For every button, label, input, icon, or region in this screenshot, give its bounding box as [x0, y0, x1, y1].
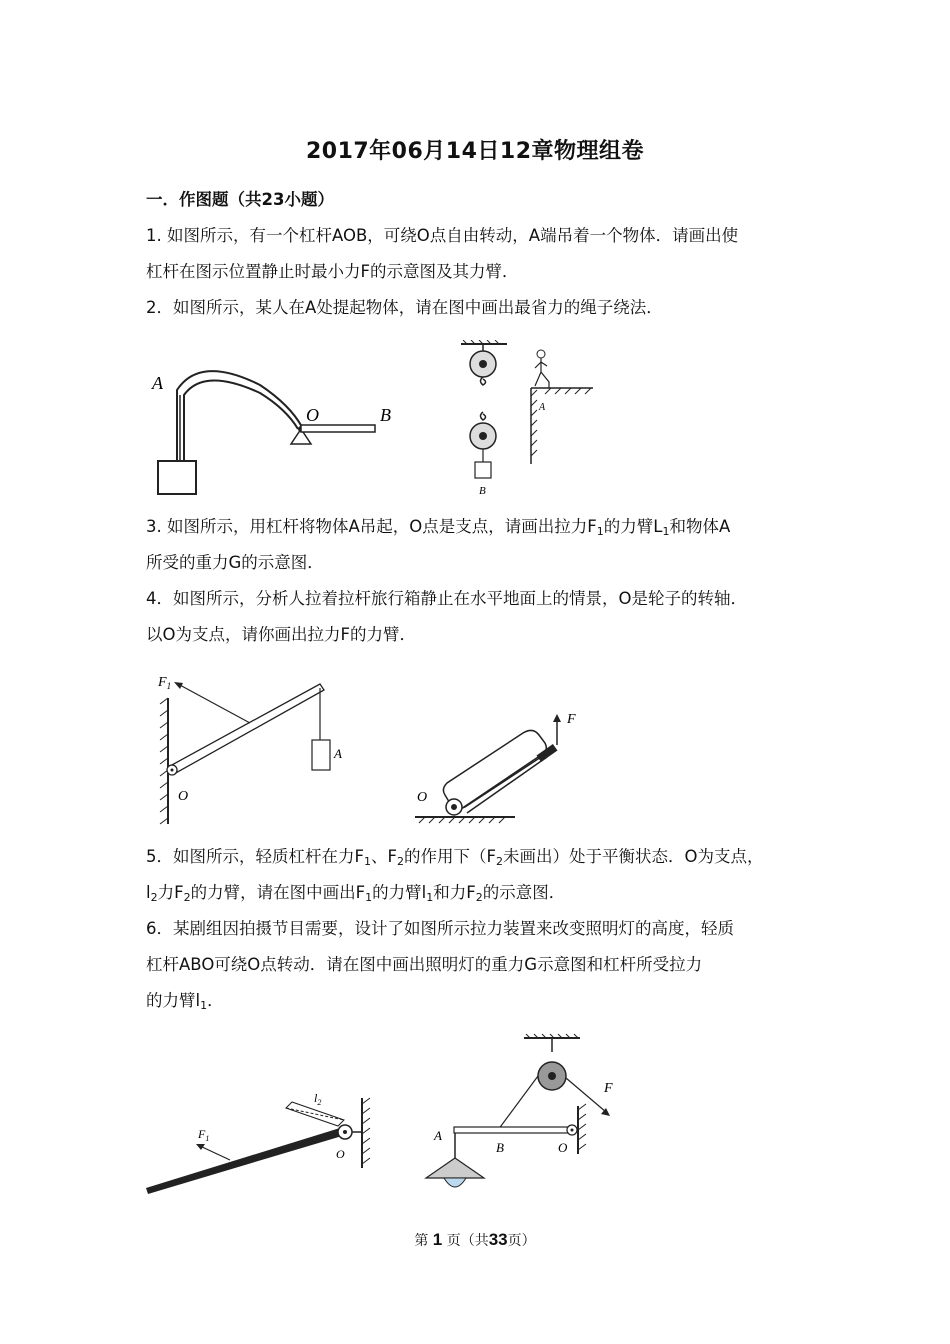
- label-o: O: [558, 1140, 568, 1155]
- label-a: A: [334, 746, 342, 761]
- question-1-line-2: 杠杆在图示位置静止时最小力F的示意图及其力臂．: [146, 262, 519, 281]
- page-total: 33: [488, 1230, 508, 1249]
- page-number: 1: [432, 1230, 443, 1249]
- figure-pulley-system: [455, 340, 605, 500]
- label-o: O: [178, 789, 189, 804]
- label-f1: $F_1$: [158, 675, 172, 691]
- question-1-line-1: 1. 如图所示，有一个杠杆AOB，可绕O点自由转动，A端吊着一个物体．请画出使: [146, 226, 739, 245]
- figure-light-lever: [140, 1090, 380, 1200]
- label-o: O: [336, 1147, 345, 1161]
- question-6-line-2: 杠杆ABO可绕O点转动．请在图中画出照明灯的重力G示意图和杠杆所受拉力: [146, 955, 703, 974]
- label-b: B: [479, 485, 486, 497]
- figure-trolley-suitcase: [405, 705, 595, 830]
- label-f: F: [604, 1081, 613, 1096]
- label-b: B: [496, 1140, 504, 1155]
- question-3-line-2: 所受的重力G的示意图．: [146, 553, 324, 572]
- label-l2: $l_2$: [314, 1091, 322, 1107]
- label-f1: $F_1$: [198, 1127, 210, 1143]
- label-o: O: [306, 405, 319, 425]
- question-2-line-1: 2．如图所示，某人在A处提起物体，请在图中画出最省力的绳子绕法．: [146, 298, 663, 317]
- section-heading: 一．作图题（共23小题）: [146, 190, 334, 209]
- figure-lamp-pulley: [420, 1030, 620, 1202]
- label-a: A: [434, 1128, 442, 1143]
- label-f: F: [567, 712, 576, 727]
- label-a: A: [539, 402, 546, 413]
- question-5-line-2: $l_2$力$F_2$的力臂，请在图中画出$F_1$的力臂$l_1$和力$F_2$的示意图．: [146, 883, 566, 904]
- question-6-line-3: 的力臂$l_1$．: [146, 991, 224, 1012]
- label-a: A: [152, 373, 163, 393]
- figure-lever-aob: [140, 355, 400, 500]
- label-b: B: [380, 405, 391, 425]
- question-5-line-1: 5．如图所示，轻质杠杆在力$F_1$、$F_2$的作用下（$F_2$未画出）处于平衡状态．O为支点，: [146, 847, 764, 868]
- question-6-line-1: 6．某剧组因拍摄节目需要，设计了如图所示拉力装置来改变照明灯的高度，轻质: [146, 919, 734, 938]
- question-4-line-2: 以O为支点，请你画出拉力F的力臂．: [146, 625, 416, 644]
- page-title: 2017年06月14日12章物理组卷: [305, 139, 645, 164]
- figure-lever-weight-a: [150, 668, 350, 828]
- label-o: O: [417, 790, 428, 805]
- question-3-line-1: 3. 如图所示，用杠杆将物体A吊起，O点是支点，请画出拉力$F_1$的力臂$L_1$和物体A: [146, 517, 731, 538]
- page-footer: 第 1 页（共33页）: [414, 1230, 536, 1249]
- question-4-line-1: 4．如图所示，分析人拉着拉杆旅行箱静止在水平地面上的情景，O是轮子的转轴．: [146, 589, 747, 608]
